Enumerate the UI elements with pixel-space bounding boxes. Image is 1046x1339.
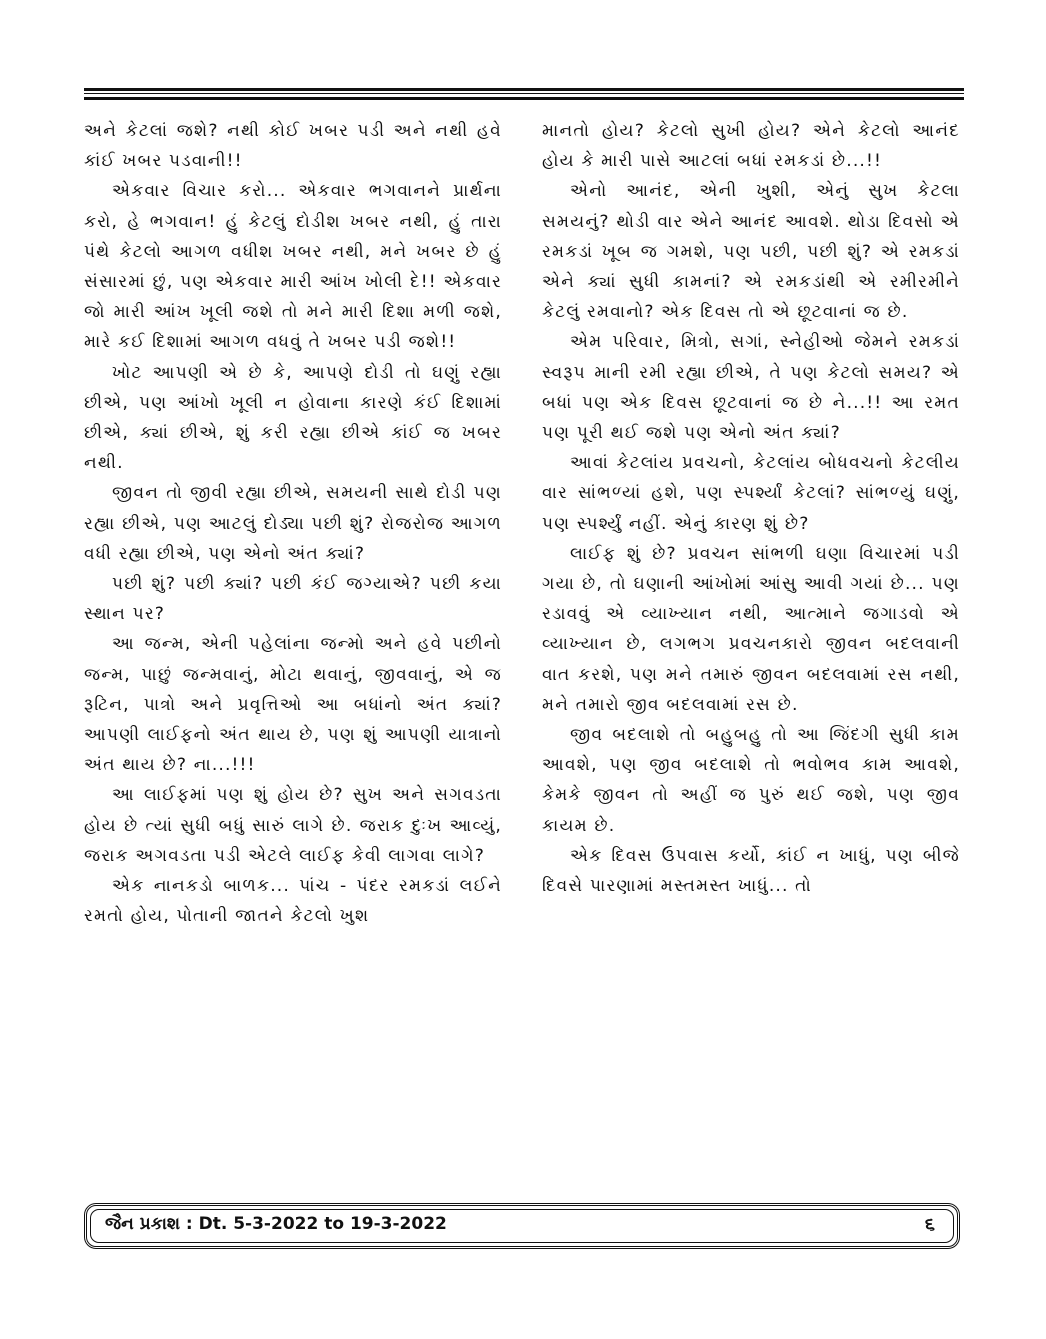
- paragraph: માનતો હોય? કેટલો સુખી હોય? એને કેટલો આનંદ હોય કે મારી પાસે આટલાં બધાં રમકડાં છે...!!: [542, 121, 960, 172]
- paragraph: ખોટ આપણી એ છે કે, આપણે દોડી તો ઘણું રહ્યા છીએ, પણ આંખો ખૂલી ન હોવાના કારણે કંઈ દિશામાં છીએ, ક્યાં છીએ, શું કરી રહ્યા છીએ કાંઈ જ ખબર નથી.: [84, 362, 502, 474]
- paragraph: એકવાર વિચાર કરો... એકવાર ભગવાનને પ્રાર્થના કરો, હે ભગવાન! હું કેટલું દોડીશ ખબર નથી, હું તારા પંથે કેટલો આગળ વધીશ ખબર નથી, મને ખબર છે હું સંસારમાં છું, પણ એકવાર મારી આંખ ખોલી દે!! એકવાર જો મારી આંખ ખૂલી જશે તો મને મારી દિશા મળી જશે, મારે કઈ દિશામાં આગળ વધવું તે ખબર પડી જશે!!: [84, 181, 502, 353]
- paragraph: એમ પરિવાર, મિત્રો, સગાં, સ્નેહીઓ જેમને રમકડાં સ્વરૂપ માની રમી રહ્યા છીએ, તે પણ કેટલો સમય? એ બધાં પણ એક દિવસ છૂટવાનાં જ છે ને...!! આ રમત પણ પૂરી થઈ જશે પણ એનો અંત ક્યાં?: [542, 332, 960, 444]
- paragraph: પછી શું? પછી ક્યાં? પછી કંઈ જગ્યાએ? પછી કયા સ્થાન પર?: [84, 574, 502, 625]
- text-column-left: [84, 116, 502, 931]
- paragraph: આ લાઈફમાં પણ શું હોય છે? સુખ અને સગવડતા હોય છે ત્યાં સુધી બધું સારું લાગે છે. જરાક દુઃખ આવ્યું, જરાક અગવડતા પડી એટલે લાઈફ કેવી લાગવા લાગે?: [84, 785, 502, 866]
- footer-publication-title: જૈન પ્રકાશ : Dt. 5-3-2022 to 19-3-2022: [105, 1214, 447, 1234]
- text-column-right: [542, 116, 960, 901]
- paragraph: જીવન તો જીવી રહ્યા છીએ, સમયની સાથે દોડી પણ રહ્યા છીએ, પણ આટલું દોડ્યા પછી શું? રોજરોજ આગળ વધી રહ્યા છીએ, પણ એનો અંત ક્યાં?: [84, 483, 502, 564]
- paragraph: આ જન્મ, એની પહેલાંના જન્મો અને હવે પછીનો જન્મ, પાછું જન્મવાનું, મોટા થવાનું, જીવવાનું, એ જ રૂટિન, પાત્રો અને પ્રવૃત્તિઓ આ બધાંનો અંત ક્યાં? આપણી લાઈફનો અંત થાય છે, પણ શું આપણી યાત્રાનો અંત થાય છે? ના...!!!: [84, 634, 502, 776]
- header-rule-top: [84, 88, 964, 91]
- page-number: ૬: [924, 1214, 935, 1235]
- paragraph: અને કેટલાં જશે? નથી કોઈ ખબર પડી અને નથી હવે કાંઈ ખબર પડવાની!!: [84, 121, 502, 172]
- paragraph: આવાં કેટલાંય પ્રવચનો, કેટલાંય બોધવચનો કેટલીય વાર સાંભળ્યાં હશે, પણ સ્પર્શ્યાં કેટલાં? સાંભળ્યું ઘણું, પણ સ્પર્શ્યું નહીં. એનું કારણ શું છે?: [542, 453, 960, 534]
- paragraph: એક દિવસ ઉપવાસ કર્યો, કાંઈ ન ખાધું, પણ બીજે દિવસે પારણામાં મસ્તમસ્ત ખાધું... તો: [542, 845, 960, 897]
- paragraph: એક નાનકડો બાળક... પાંચ - પંદર રમકડાં લઈને રમતો હોય, પોતાની જાતને કેટલો ખુશ: [84, 876, 502, 927]
- paragraph: એનો આનંદ, એની ખુશી, એનું સુખ કેટલા સમયનું? થોડી વાર એને આનંદ આવશે. થોડા દિવસો એ રમકડાં ખૂબ જ ગમશે, પણ પછી, પછી શું? એ રમકડાં એને ક્યાં સુધી કામનાં? એ રમકડાંથી એ રમીરમીને કેટલું રમવાનો? એક દિવસ તો એ છૂટવાનાં જ છે.: [542, 181, 960, 323]
- header-rule-middle: [84, 93, 964, 94]
- footer-box: [84, 1203, 960, 1249]
- paragraph: લાઈફ શું છે? પ્રવચન સાંભળી ઘણા વિચારમાં પડી ગયા છે, તો ઘણાની આંખોમાં આંસુ આવી ગયાં છે... પણ રડાવવું એ વ્યાખ્યાન નથી, આત્માને જગાડવો એ વ્યાખ્યાન છે, લગભગ પ્રવચનકારો જીવન બદલવાની વાત કરશે, પણ મને તમારું જીવન બદલવામાં રસ નથી, મને તમારો જીવ બદલવામાં રસ છે.: [542, 543, 960, 715]
- paragraph: જીવ બદલાશે તો બહુબહુ તો આ જિંદગી સુધી કામ આવશે, પણ જીવ બદલાશે તો ભવોભવ કામ આવશે, કેમકે જીવન તો અહીં જ પુરું થઈ જશે, પણ જીવ કાયમ છે.: [542, 725, 960, 836]
- header-rule-bottom: [84, 97, 964, 100]
